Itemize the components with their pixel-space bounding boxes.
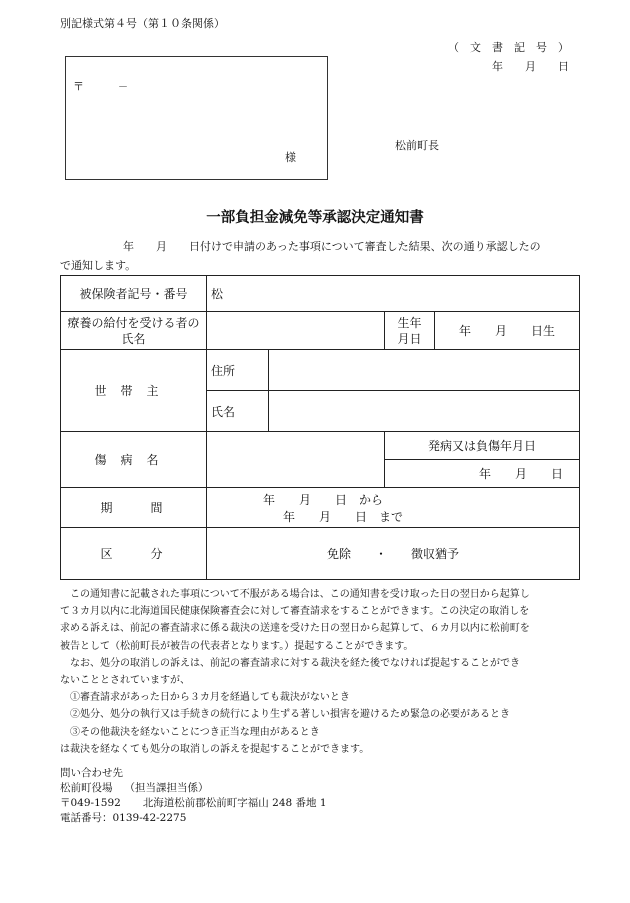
- issue-date: 年 月 日: [492, 60, 569, 73]
- notes-p2-line1: なお、処分の取消しの訴えは、前記の審査請求に対する裁決を経た後でなければ提起することができ: [70, 657, 520, 669]
- document-number: （ 文 書 記 号 ）: [448, 41, 569, 54]
- row-period: [61, 488, 580, 528]
- row-recipient: [61, 312, 580, 350]
- birth-date-label: [385, 312, 435, 350]
- row-insured: [61, 276, 580, 312]
- intro-line-2: で通知します。: [60, 259, 137, 272]
- notes-p1-line3: 求める訴えは、前記の審査請求に係る裁決の送達を受けた日の翌日から起算して、６カ月以内に松前町を: [60, 623, 530, 635]
- row-disease-top: [61, 432, 580, 460]
- contact-info: [60, 766, 327, 826]
- birth-label-line2: 月日: [397, 331, 422, 346]
- period-from: 年 月 日 から: [262, 492, 383, 507]
- address-label: 住所: [207, 350, 269, 391]
- notes-p1-line2: て３カ月以内に北海道国民健康保険審査会に対して審査請求をすることができます。この決定の取消しを: [60, 606, 530, 618]
- notes-p2-line2: ないこととされていますが、: [60, 675, 190, 687]
- period-to: 年 月 日 まで: [282, 509, 403, 524]
- disease-name-label: 傷病名: [61, 432, 207, 488]
- postal-dash: －: [118, 82, 128, 93]
- contact-phone: 電話番号：0139-42-2275: [60, 812, 187, 824]
- address-value: [269, 350, 580, 391]
- form-label: 別記様式第４号（第１０条関係）: [60, 17, 225, 30]
- notes-item-3: ③その他裁決を経ないことにつき正当な理由があるとき: [70, 726, 320, 738]
- name-label: 氏名: [207, 391, 269, 432]
- period-value: [207, 488, 580, 528]
- notes-item-1: ①審査請求があった日から３カ月を経過しても裁決がないとき: [70, 692, 350, 704]
- onset-date-value: 年 月 日: [385, 460, 580, 488]
- issuer: 松前町長: [395, 139, 439, 152]
- document-title: 一部負担金減免等承認決定通知書: [206, 209, 424, 226]
- recipient-name-value: [207, 312, 385, 350]
- notes-p1-line4: 被告として（松前町長が被告の代表者となります。）提起することができます。: [60, 640, 414, 652]
- name-value: [269, 391, 580, 432]
- recipient-label: [61, 312, 207, 350]
- onset-date-label: 発病又は負傷年月日: [385, 432, 580, 460]
- row-household-address: [61, 350, 580, 391]
- recipient-label-line2: 氏名: [121, 331, 146, 346]
- appeal-notes: [60, 586, 584, 758]
- postal-mark: 〒: [73, 80, 84, 93]
- birth-label-line1: 生年: [397, 315, 422, 330]
- household-head-label: 世帯主: [61, 350, 207, 432]
- contact-dept: （担当課担当係）: [124, 782, 209, 794]
- contact-heading: 問い合わせ先: [60, 767, 123, 779]
- recipient-address-box: [65, 56, 328, 180]
- insured-number-value: 松: [207, 276, 580, 312]
- notes-closing: は裁決を経なくても処分の取消しの訴えを提起することができます。: [60, 743, 370, 755]
- disease-name-value: [207, 432, 385, 488]
- contact-address: 北海道松前郡松前町字福山 248 番地 1: [142, 797, 327, 809]
- notes-item-2: ②処分、処分の執行又は手続きの続行により生ずる著しい損害を避けるため緊急の必要があるとき: [70, 709, 510, 721]
- notice-form-table: [60, 275, 580, 580]
- insured-number-label: 被保険者記号・番号: [61, 276, 207, 312]
- contact-postal: 〒049-1592: [60, 797, 121, 809]
- intro-line-1: 年 月 日付けで申請のあった事項について審査した結果、次の通り承認したの: [123, 240, 541, 253]
- row-category: [61, 528, 580, 580]
- honorific-sama: 様: [285, 151, 296, 164]
- period-label: 期間: [61, 488, 207, 528]
- contact-office: 松前町役場: [60, 782, 113, 794]
- category-label: 区分: [61, 528, 207, 580]
- recipient-label-line1: 療養の給付を受ける者の: [67, 315, 200, 330]
- birth-date-value: 年 月 日生: [435, 312, 580, 350]
- category-value: 免除 ・ 徴収猶予: [207, 528, 580, 580]
- notes-p1-line1: この通知書に記載された事項について不服がある場合は、この通知書を受け取った日の翌日から起算し: [70, 589, 530, 600]
